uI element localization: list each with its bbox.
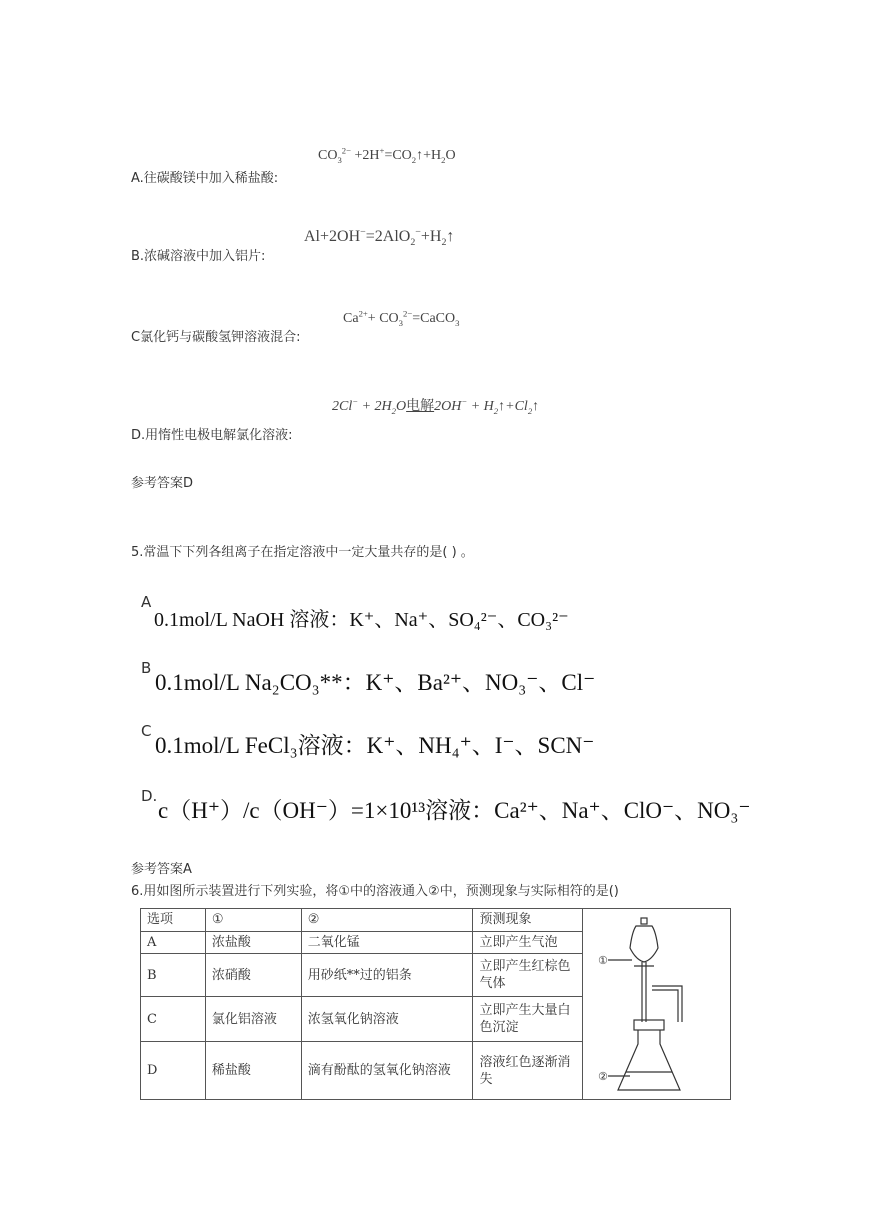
- q5-option-b-text: 0.1mol/L Na₂CO₃**：K⁺、Ba²⁺、NO₃⁻、Cl⁻: [155, 670, 596, 695]
- table-cell: 浓盐酸: [205, 931, 301, 954]
- table-cell: 立即产生红棕色气体: [473, 954, 583, 997]
- figure-label-1: ①: [598, 954, 608, 967]
- table-cell: 用砂纸**过的铝条: [301, 954, 473, 997]
- equation-a: $CO_3^{2-}$ $+2H^+=CO_2↑+H_2O$: [318, 145, 456, 165]
- table-header: 预测现象: [473, 909, 583, 932]
- table-cell: 立即产生气泡: [473, 931, 583, 954]
- table-cell: 立即产生大量白色沉淀: [473, 997, 583, 1042]
- table-header: ②: [301, 909, 473, 932]
- table-cell: 溶液红色逐渐消失: [473, 1042, 583, 1100]
- funnel-stopper: [641, 918, 647, 924]
- table-cell: C: [141, 997, 206, 1042]
- q5-answer: 参考答案A: [131, 862, 192, 877]
- table-cell: 浓氢氧化钠溶液: [301, 997, 473, 1042]
- table-header: 选项: [141, 909, 206, 932]
- equation-d: $2Cl^- + 2H_2O$电解$2OH^- + H_2↑+Cl_2↑$: [332, 396, 540, 416]
- q4-option-b-label: B.浓碱溶液中加入铝片:: [131, 249, 266, 264]
- figure-label-2: ②: [598, 1070, 608, 1083]
- flask-stopper: [634, 1020, 664, 1030]
- separatory-funnel: [630, 926, 658, 962]
- q4-option-c-label: C氯化钙与碳酸氢钾溶液混合:: [131, 330, 301, 345]
- apparatus-figure: [596, 912, 726, 1098]
- table-cell: D: [141, 1042, 206, 1100]
- q5-option-d-text: c（H⁺）/c（OH⁻）=1×10¹³溶液：Ca²⁺、Na⁺、ClO⁻、NO₃⁻: [158, 798, 751, 823]
- q5-question: 5.常温下下列各组离子在指定溶液中一定大量共存的是( ) 。: [131, 545, 474, 560]
- q5-option-a-letter: A: [141, 593, 152, 611]
- table-cell: 稀盐酸: [205, 1042, 301, 1100]
- q5-option-c-letter: C: [141, 722, 152, 740]
- table-cell: 氯化铝溶液: [205, 997, 301, 1042]
- table-cell: 浓硝酸: [205, 954, 301, 997]
- table-cell: B: [141, 954, 206, 997]
- equation-c: $Ca^{2+}+$ $CO_3^{2-}=CaCO_3$: [343, 308, 460, 328]
- table-cell: 滴有酚酞的氢氧化钠溶液: [301, 1042, 473, 1100]
- q5-option-d-letter: D.: [141, 787, 158, 805]
- q4-option-a-label: A.往碳酸镁中加入稀盐酸:: [131, 171, 279, 186]
- q5-option-a-text: 0.1mol/L NaOH 溶液：K⁺、Na⁺、SO₄²⁻、CO₃²⁻: [154, 609, 569, 631]
- table-header: ①: [205, 909, 301, 932]
- table-cell: 二氧化锰: [301, 931, 473, 954]
- q5-option-b-letter: B: [141, 659, 152, 677]
- conical-flask: [618, 1030, 680, 1090]
- table-cell: A: [141, 931, 206, 954]
- q6-question: 6.用如图所示装置进行下列实验，将①中的溶液通入②中，预测现象与实际相符的是(): [131, 884, 619, 899]
- q4-option-d-label: D.用惰性电极电解氯化溶液:: [131, 428, 293, 443]
- q5-option-c-text: 0.1mol/L FeCl₃溶液：K⁺、NH₄⁺、I⁻、SCN⁻: [155, 733, 595, 758]
- q4-answer: 参考答案D: [131, 476, 194, 491]
- equation-b: $Al+2OH^-=2AlO_2^-+H_2↑$: [304, 226, 455, 249]
